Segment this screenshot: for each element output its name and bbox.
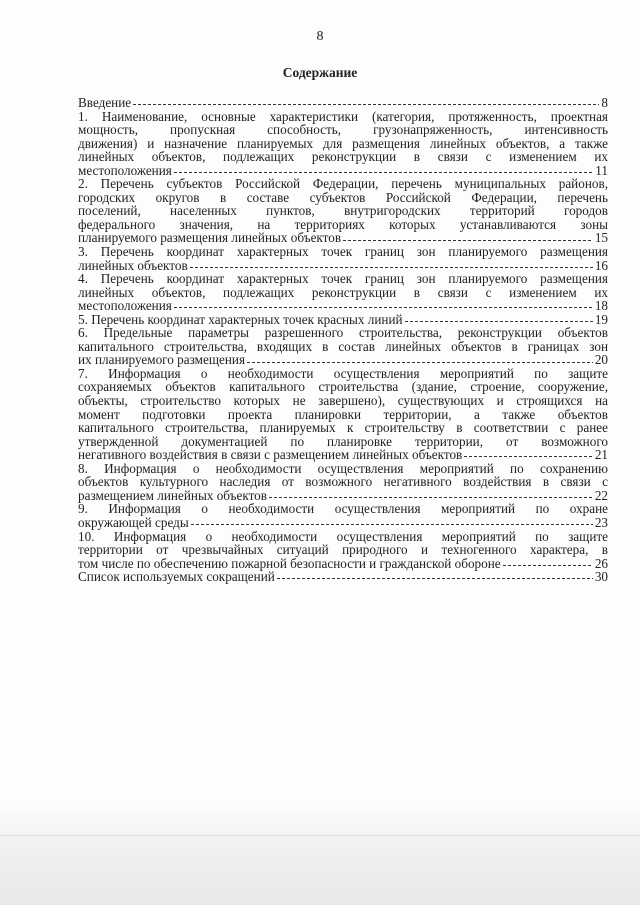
dot-leader bbox=[269, 497, 593, 498]
toc-page-number: 20 bbox=[594, 352, 608, 368]
toc-entry-line: утвержденной документацией по планировке территории, от возможного bbox=[78, 433, 608, 449]
toc-title: Содержание bbox=[282, 65, 358, 80]
dot-leader bbox=[133, 104, 599, 105]
dot-leader bbox=[277, 578, 593, 579]
toc-page-number: 22 bbox=[594, 487, 608, 503]
toc-entry-last-line bbox=[78, 96, 608, 110]
toc-entry-last-line bbox=[78, 353, 608, 367]
toc-entry-text: линейных объектов bbox=[78, 257, 188, 273]
toc-entry[interactable] bbox=[78, 177, 608, 245]
toc-entry-text: том числе по обеспечению пожарной безопасности и гражданской обороне bbox=[78, 555, 501, 571]
toc-entry-last-line bbox=[78, 313, 608, 327]
toc-entry-line: линейных объектов, подлежащих реконструкции в связи с изменением их bbox=[78, 284, 608, 300]
scan-edge-line bbox=[0, 835, 640, 836]
toc-entry[interactable] bbox=[78, 110, 608, 178]
toc-entry-line: 7. Информация о необходимости осуществления мероприятий по защите bbox=[78, 365, 608, 381]
toc-entry-line: сохраняемых объектов капитального строительства (здание, строение, сооружение, bbox=[78, 379, 608, 395]
toc-entry[interactable] bbox=[78, 530, 608, 571]
toc-entry-line: 6. Предельные параметры разрешенного строительства, реконструкции объектов bbox=[78, 325, 608, 341]
toc-entry-last-line bbox=[78, 231, 608, 245]
toc-entry-text: 5. Перечень координат характерных точек красных линий bbox=[78, 311, 403, 327]
dot-leader bbox=[405, 321, 593, 322]
toc-entry-line: капитального строительства, входящих в состав линейных объектов в границах зон bbox=[78, 338, 608, 354]
toc-page-number: 11 bbox=[595, 162, 608, 178]
toc-entry-line: линейных объектов, подлежащих реконструкции в связи с изменением их bbox=[78, 149, 608, 165]
toc-page-number: 18 bbox=[594, 298, 608, 314]
dot-leader bbox=[190, 267, 593, 268]
toc-entry[interactable] bbox=[78, 272, 608, 313]
scan-edge bbox=[0, 805, 640, 905]
toc-entry[interactable] bbox=[78, 502, 608, 529]
toc-page-number: 15 bbox=[594, 230, 608, 246]
toc-entry-line: 10. Информация о необходимости осуществления мероприятий по защите bbox=[78, 528, 608, 544]
toc-entry[interactable] bbox=[78, 367, 608, 462]
toc-page-number: 26 bbox=[594, 555, 608, 571]
toc-entry-last-line bbox=[78, 448, 608, 462]
toc-entry-line: 8. Информация о необходимости осуществления мероприятий по сохранению bbox=[78, 460, 608, 476]
toc-entry-text: негативного воздействия в связи с размещением линейных объектов bbox=[78, 447, 463, 463]
toc-entry-text: Введение bbox=[78, 95, 132, 110]
toc-entry-line: объекты, строительство которых не завершено), существующих и строящихся на bbox=[78, 393, 608, 409]
toc-entry-line: момент подготовки проекта планировки территории, а также объектов bbox=[78, 406, 608, 422]
toc-entry-last-line bbox=[78, 259, 608, 273]
toc-entry-last-line bbox=[78, 299, 608, 313]
toc-page-number: 19 bbox=[594, 311, 608, 327]
toc-entry-line: территории от чрезвычайных ситуаций природного и техногенного характера, в bbox=[78, 542, 608, 558]
dot-leader bbox=[343, 240, 593, 241]
toc-entry-text: размещением линейных объектов bbox=[78, 487, 267, 503]
toc-entry-text: планируемого размещения линейных объектов bbox=[78, 230, 342, 246]
dot-leader bbox=[464, 456, 593, 457]
toc-entry-last-line bbox=[78, 570, 608, 584]
dot-leader bbox=[174, 172, 593, 173]
toc-entry-line: мощность, пропускная способность, грузонапряженность, интенсивность bbox=[78, 122, 608, 138]
toc-entry-last-line bbox=[78, 557, 608, 571]
page-number: 8 bbox=[316, 29, 324, 44]
toc-page-number: 30 bbox=[594, 569, 608, 585]
toc-entry[interactable] bbox=[78, 326, 608, 367]
toc-entry[interactable] bbox=[78, 96, 608, 110]
toc-page-number: 23 bbox=[594, 514, 608, 530]
toc-page-number: 8 bbox=[601, 95, 608, 110]
dot-leader bbox=[191, 524, 593, 525]
toc-entry-last-line bbox=[78, 516, 608, 530]
dot-leader bbox=[247, 362, 593, 363]
toc-entry-line: поселений, населенных пунктов, внутригородских территорий городов bbox=[78, 203, 608, 219]
toc-entry-last-line bbox=[78, 489, 608, 503]
dot-leader bbox=[174, 307, 593, 308]
toc-entry-line: 4. Перечень координат характерных точек границ зон планируемого размещения bbox=[78, 271, 608, 287]
toc-page-number: 21 bbox=[594, 447, 608, 463]
toc-entry-line: движения) и назначение планируемых для размещения линейных объектов, а также bbox=[78, 135, 608, 151]
toc-entry-line: капитального строительства, планируемых к строительству в соответствии с ранее bbox=[78, 420, 608, 436]
toc-entry[interactable] bbox=[78, 570, 608, 584]
toc-entry-text: их планируемого размещения bbox=[78, 352, 246, 368]
toc-entry-line: 1. Наименование, основные характеристики (категория, протяженность, проектная bbox=[78, 108, 608, 124]
toc-entry[interactable] bbox=[78, 462, 608, 503]
toc-entry[interactable] bbox=[78, 245, 608, 272]
toc-entry-text: местоположения bbox=[78, 298, 172, 314]
toc-entry-line: городских округов в составе субъектов Российской Федерации, перечень bbox=[78, 189, 608, 205]
toc-entry-line: 2. Перечень субъектов Российской Федерации, перечень муниципальных районов, bbox=[78, 176, 608, 192]
dot-leader bbox=[503, 565, 593, 566]
toc-entry-text: Список используемых сокращений bbox=[78, 569, 275, 585]
toc-entry-line: федерального значения, на территориях которых устанавливаются зоны bbox=[78, 216, 608, 232]
table-of-contents bbox=[78, 96, 608, 584]
toc-page-number: 16 bbox=[594, 257, 608, 273]
toc-entry-text: окружающей среды bbox=[78, 514, 189, 530]
toc-entry-last-line bbox=[78, 164, 608, 178]
toc-entry-line: 3. Перечень координат характерных точек границ зон планируемого размещения bbox=[78, 244, 608, 260]
toc-entry[interactable] bbox=[78, 313, 608, 327]
toc-entry-line: объектов культурного наследия от возможного негативного воздействия в связи с bbox=[78, 474, 608, 490]
toc-entry-line: 9. Информация о необходимости осуществления мероприятий по охране bbox=[78, 501, 608, 517]
toc-entry-text: местоположения bbox=[78, 162, 172, 178]
